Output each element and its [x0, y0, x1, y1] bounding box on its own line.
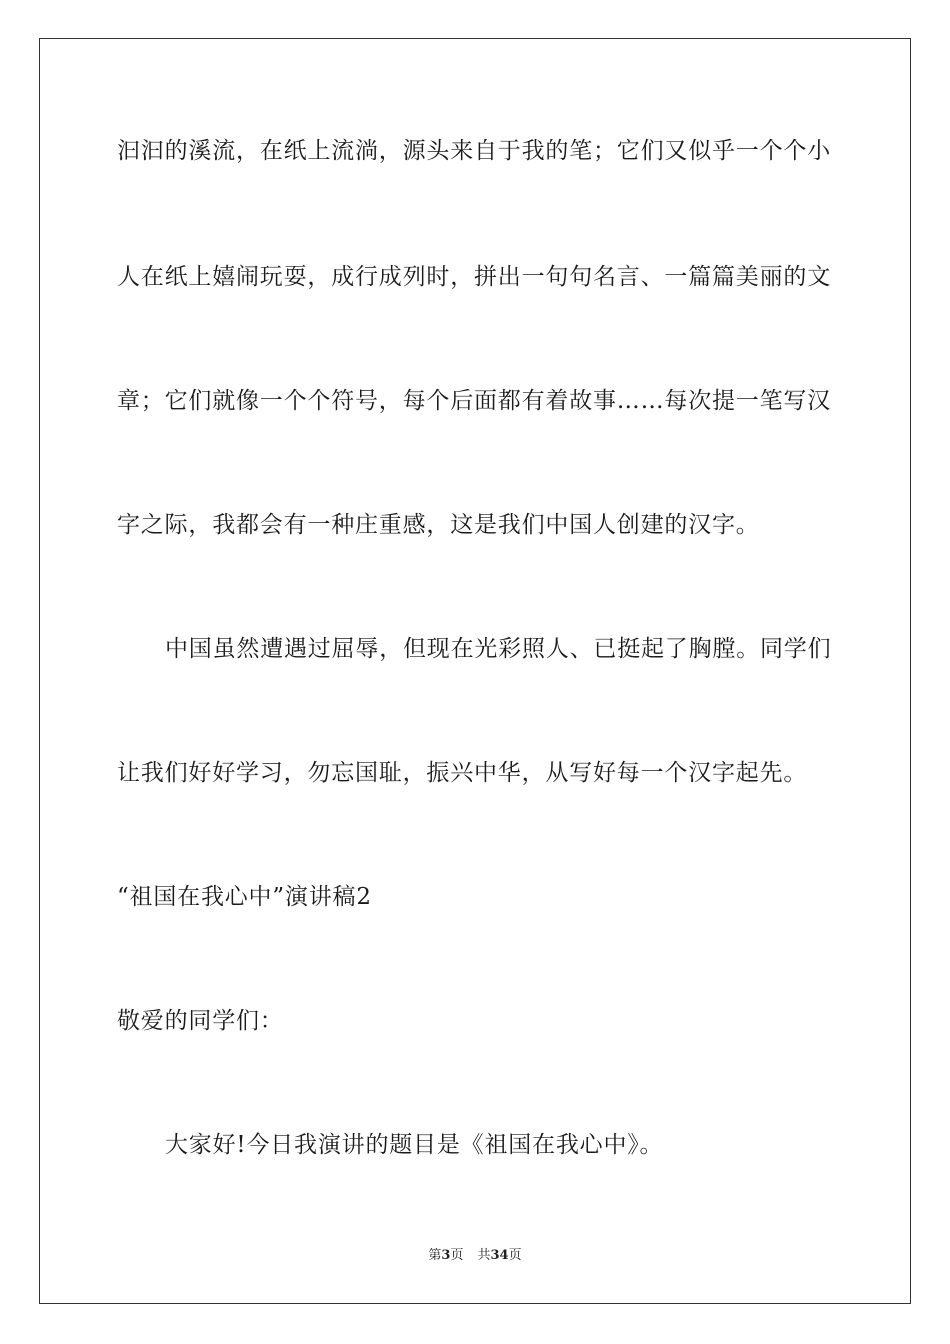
- total-pages: 34: [490, 1248, 509, 1263]
- total-prefix: 共: [477, 1248, 491, 1263]
- page-prefix: 第: [428, 1248, 442, 1263]
- text-line: 人在纸上嬉闹玩耍，成行成列时，拼出一句句名言、一篇篇美丽的文: [117, 264, 831, 290]
- page-number: 3: [441, 1248, 451, 1263]
- speech-title: “祖国在我心中”演讲稿2: [117, 884, 372, 910]
- paragraph-start-line: 大家好!今日我演讲的题目是《祖国在我心中》。: [165, 1132, 664, 1158]
- paragraph-start-line: 中国虽然遭遇过屈辱，但现在光彩照人、已挺起了胸膛。同学们: [165, 636, 832, 662]
- text-line: 汩汩的溪流，在纸上流淌，源头来自于我的笔；它们又似乎一个个小: [117, 138, 831, 164]
- page-footer: [0, 1248, 950, 1264]
- total-suffix: 页: [508, 1248, 522, 1263]
- text-line: 章；它们就像一个个符号，每个后面都有着故事……每次提一笔写汉: [117, 388, 831, 414]
- text-line: 字之际，我都会有一种庄重感，这是我们中国人创建的汉字。: [117, 512, 760, 538]
- page-suffix: 页: [450, 1248, 464, 1263]
- page-border: [39, 38, 911, 1304]
- salutation: 敬爱的同学们：: [117, 1008, 284, 1034]
- text-line: 让我们好好学习，勿忘国耻，振兴中华，从写好每一个汉字起先。: [117, 760, 808, 786]
